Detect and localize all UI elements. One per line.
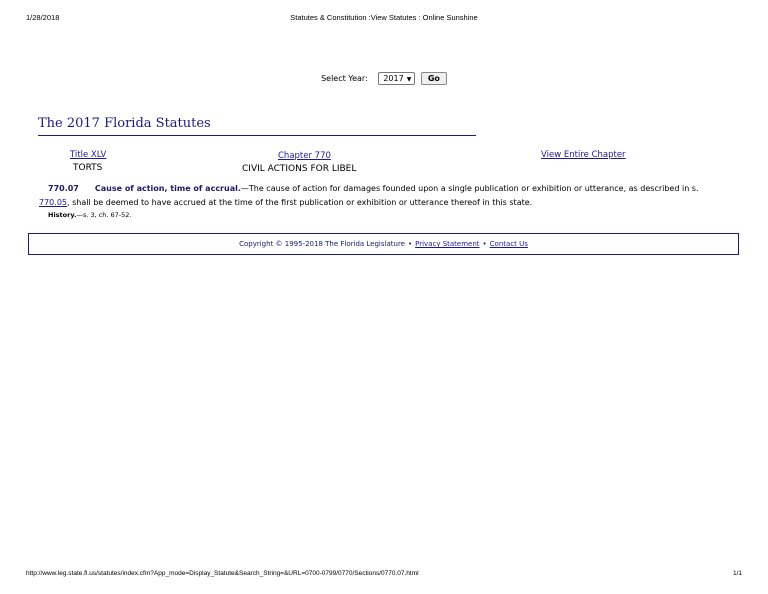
year-dropdown-value: 2017 (383, 74, 404, 83)
title-link[interactable]: Title XLV (70, 150, 107, 160)
view-entire-chapter-link[interactable]: View Entire Chapter (541, 150, 626, 160)
contact-us-link[interactable]: Contact Us (489, 240, 528, 248)
copyright-text: Copyright © 1995-2018 The Florida Legislature (239, 240, 405, 248)
section-body-start: —The cause of action for damages founded upon a single publication or exhibition or utterance, as described in s. (240, 184, 699, 193)
section-reference-link[interactable]: 770.05 (39, 198, 67, 207)
chapter-name: CIVIL ACTIONS FOR LIBEL (242, 164, 357, 174)
page-title: The 2017 Florida Statutes (38, 116, 211, 131)
privacy-statement-link[interactable]: Privacy Statement (415, 240, 480, 248)
footer-separator: • (482, 240, 487, 248)
chevron-down-icon: ▼ (406, 76, 412, 83)
history-label: History. (48, 211, 77, 219)
page-footer (28, 233, 739, 255)
section-number: 770.07 (48, 184, 79, 193)
year-dropdown[interactable] (378, 72, 415, 85)
print-header-date: 1/28/2018 (26, 13, 60, 22)
title-name: TORTS (73, 163, 103, 173)
chapter-link[interactable]: Chapter 770 (278, 151, 331, 161)
select-year-label: Select Year: (321, 74, 368, 83)
year-selector (0, 72, 768, 85)
footer-separator: • (407, 240, 413, 248)
section-body-end: , shall be deemed to have accrued at the time of the first publication or exhibition or utterance thereof in this state. (67, 198, 533, 207)
history-note (48, 211, 132, 219)
section-catchline: Cause of action, time of accrual. (94, 184, 241, 193)
title-divider (38, 135, 476, 136)
section-text (39, 182, 699, 210)
history-text: —s. 3, ch. 67-52. (76, 211, 132, 219)
print-header-title: Statutes & Constitution :View Statutes : Online Sunshine (290, 13, 478, 22)
print-footer-url: http://www.leg.state.fl.us/statutes/index.cfm?App_mode=Display_Statute&Search_String=&URL=0700-0799/0770/Sections/0770.07.html (26, 570, 419, 577)
go-button[interactable]: Go (421, 72, 447, 85)
print-footer-page-number: 1/1 (732, 570, 742, 577)
